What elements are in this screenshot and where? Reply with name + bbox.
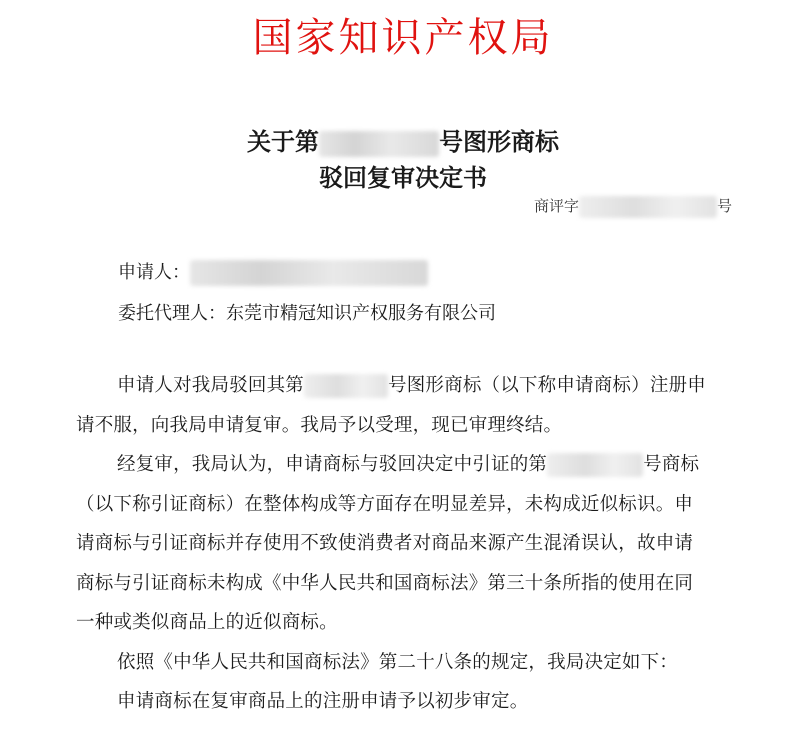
paragraph-1-line-1: 申请人对我局驳回其第 号图形商标（以下称申请商标）注册申 <box>117 375 706 396</box>
paragraph-2-line-1: 经复审，我局认为，申请商标与驳回决定中引证的第 号商标 <box>117 454 700 475</box>
applicant-field <box>118 258 428 286</box>
agency-masthead: 国家知识产权局 <box>252 15 554 61</box>
agent-label: 委托代理人： <box>118 303 226 324</box>
agent-value: 东莞市精冠知识产权服务有限公司 <box>226 303 496 324</box>
decision-number-prefix: 商评字 <box>533 197 579 215</box>
document-title-line-2: 驳回复审决定书 <box>319 163 487 192</box>
redacted-cited-mark-number <box>547 453 643 477</box>
document-title-line-1 <box>0 122 806 157</box>
decision-number-suffix: 号 <box>716 197 732 215</box>
paragraph-2-line-2: （以下称引证商标）在整体构成等方面存在明显差异，未构成近似标识。申 <box>76 493 694 515</box>
title-prefix: 关于第 <box>247 127 319 156</box>
paragraph-2-line-4: 商标与引证商标未构成《中华人民共和国商标法》第三十条所指的使用在同 <box>76 572 694 594</box>
decision-body <box>76 366 738 722</box>
paragraph-1-line-2: 请不服，向我局申请复审。我局予以受理，现已审理终结。 <box>76 414 563 436</box>
agent-field <box>118 299 496 325</box>
title-suffix: 号图形商标 <box>439 127 559 156</box>
redacted-decision-number <box>579 196 717 218</box>
paragraph-4: 申请商标在复审商品上的注册申请予以初步审定。 <box>117 691 529 712</box>
redacted-trademark-number-2 <box>304 374 388 398</box>
redacted-trademark-number <box>319 131 439 157</box>
paragraph-3: 依照《中华人民共和国商标法》第二十八条的规定，我局决定如下： <box>117 651 679 673</box>
decision-number <box>534 195 732 218</box>
applicant-label: 申请人： <box>118 262 190 283</box>
redacted-applicant-name <box>190 260 428 286</box>
paragraph-2-line-5: 一种或类似商品上的近似商标。 <box>76 612 338 633</box>
paragraph-2-line-3: 请商标与引证商标并存使用不致使消费者对商品来源产生混淆误认，故申请 <box>76 533 694 554</box>
